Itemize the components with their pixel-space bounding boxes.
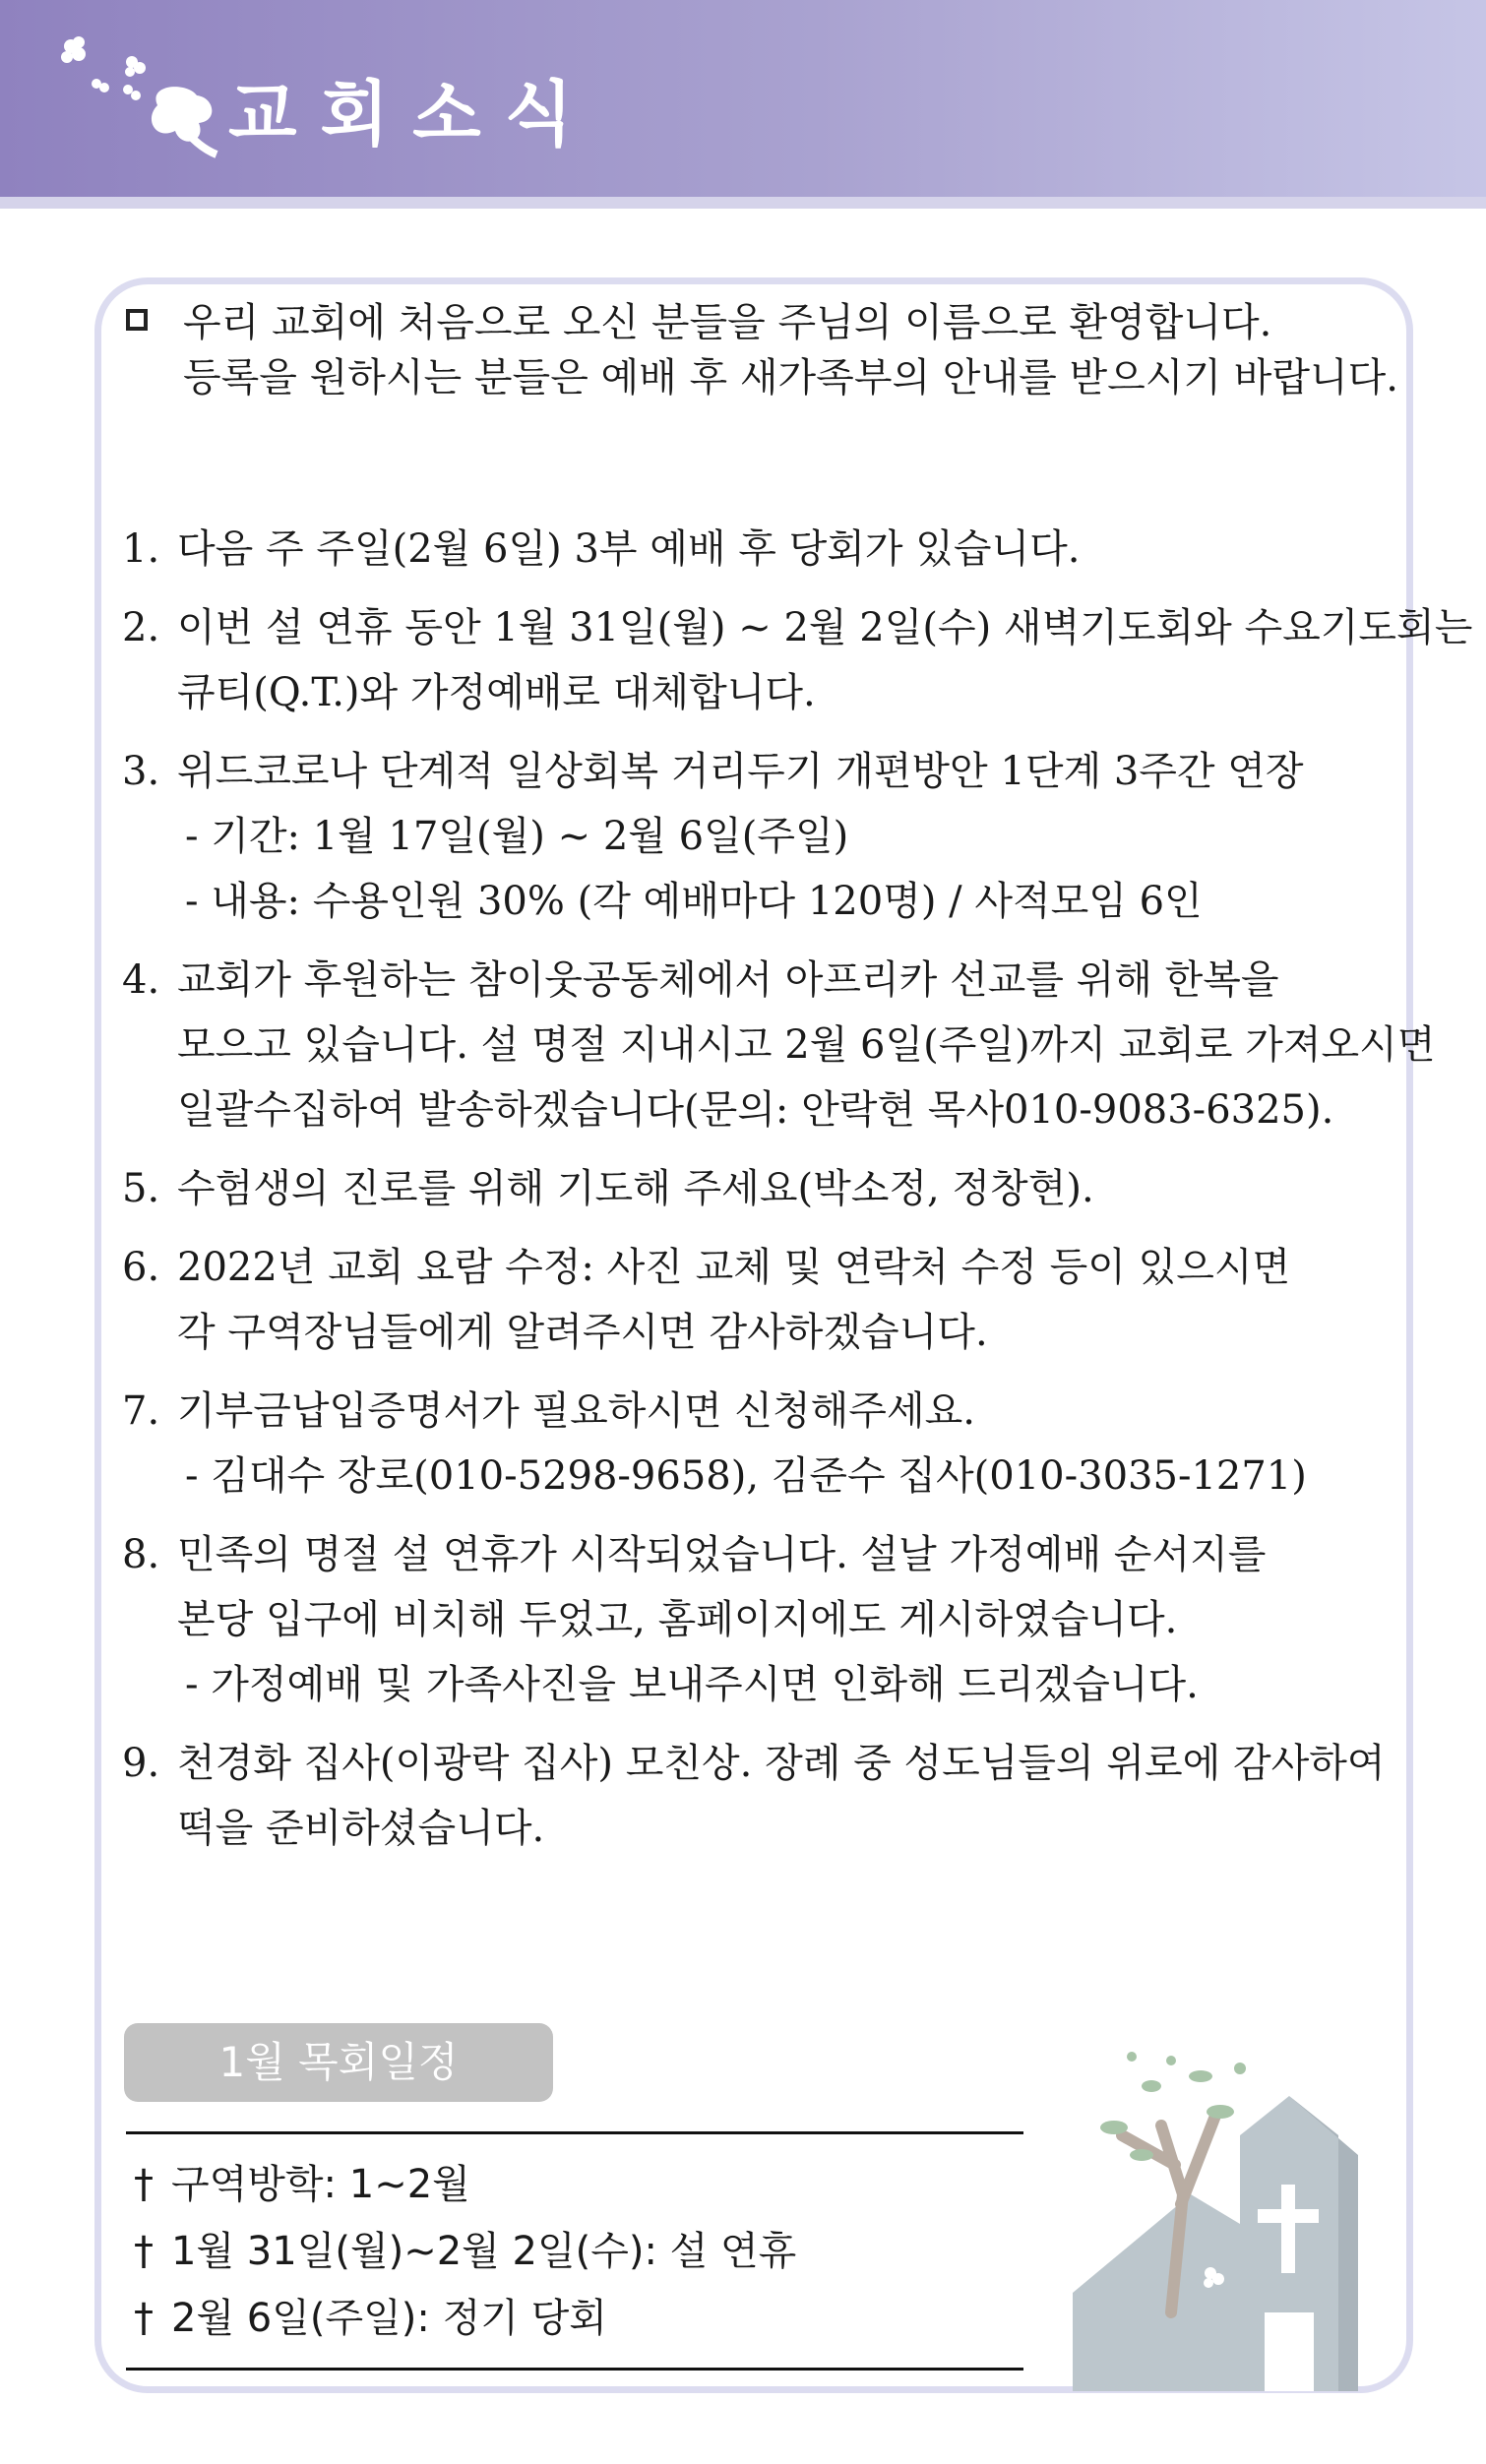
schedule-item	[134, 2218, 1020, 2285]
notice-number: 1.	[122, 526, 160, 572]
flower-cluster-icon	[49, 25, 236, 172]
notice-line: 수험생의 진로를 위해 기도해 주세요(박소정, 정창현).	[177, 1166, 1094, 1211]
notice-item	[122, 1379, 1411, 1509]
notice-line: 본당 입구에 비치해 두었고, 홈페이지에도 게시하였습니다.	[177, 1597, 1178, 1642]
notice-item	[122, 948, 1436, 1142]
notice-line: 민족의 명절 설 연휴가 시작되었습니다. 설날 가정예배 순서지를	[177, 1532, 1267, 1577]
welcome-message	[126, 295, 1405, 405]
notice-line: 다음 주 주일(2월 6일) 3부 예배 후 당회가 있습니다.	[177, 526, 1081, 572]
notice-number: 8.	[122, 1532, 160, 1577]
notice-line: 위드코로나 단계적 일상회복 거리두기 개편방안 1단계 3주간 연장	[177, 749, 1304, 794]
notice-number: 4.	[122, 957, 160, 1003]
divider	[126, 2368, 1023, 2371]
church-tree-illustration	[1053, 2017, 1397, 2391]
notice-item	[122, 1522, 1411, 1717]
cross-bullet-icon: †	[134, 2229, 154, 2274]
notice-number: 9.	[122, 1741, 160, 1786]
notice-line: 천경화 집사(이광락 집사) 모친상. 장례 중 성도님들의 위로에 감사하여	[177, 1741, 1386, 1786]
schedule-item-text: 2월 6일(주일): 정기 당회	[171, 2296, 607, 2341]
notice-item	[122, 1731, 1411, 1861]
notice-line: 떡을 준비하셨습니다.	[177, 1806, 545, 1851]
notice-number: 6.	[122, 1245, 160, 1290]
schedule-list	[134, 2151, 1020, 2352]
notice-sub-line: - 김대수 장로(010-5298-9658), 김준수 집사(010-3035-1271)	[185, 1453, 1307, 1499]
notice-number: 7.	[122, 1388, 160, 1434]
schedule-item-text: 구역방학: 1~2월	[171, 2162, 470, 2207]
notice-sub-line: - 가정예배 및 가족사진을 보내주시면 인화해 드리겠습니다.	[185, 1662, 1199, 1707]
notice-line: 이번 설 연휴 동안 1월 31일(월) ~ 2월 2일(수) 새벽기도회와 수요기도회는	[177, 605, 1473, 650]
notice-item	[122, 595, 1473, 725]
notice-line: 2022년 교회 요람 수정: 사진 교체 및 연락처 수정 등이 있으시면	[177, 1245, 1291, 1290]
notice-item	[122, 739, 1411, 934]
schedule-item-text: 1월 31일(월)~2월 2일(수): 설 연휴	[171, 2229, 797, 2274]
notice-list	[122, 517, 1473, 1875]
divider	[126, 2131, 1023, 2134]
checkbox-icon	[126, 309, 148, 331]
notice-line: 큐티(Q.T.)와 가정예배로 대체합니다.	[177, 670, 816, 715]
schedule-item	[134, 2285, 1020, 2352]
notice-line: 교회가 후원하는 참이웃공동체에서 아프리카 선교를 위해 한복을	[177, 957, 1279, 1003]
schedule-item	[134, 2151, 1020, 2218]
header-strip	[0, 197, 1486, 209]
notice-item	[122, 1156, 1411, 1221]
notice-line: 일괄수집하여 발송하겠습니다(문의: 안락현 목사010-9083-6325).	[177, 1087, 1334, 1133]
schedule-title: 1월 목회일정	[124, 2023, 553, 2102]
notice-line: 각 구역장님들에게 알려주시면 감사하겠습니다.	[177, 1310, 988, 1355]
notice-line: 기부금납입증명서가 필요하시면 신청해주세요.	[177, 1388, 975, 1434]
page-title: 교회소식	[228, 73, 597, 155]
notice-number: 3.	[122, 749, 160, 794]
notice-line: 모으고 있습니다. 설 명절 지내시고 2월 6일(주일)까지 교회로 가져오시면	[177, 1022, 1436, 1068]
notice-number: 2.	[122, 605, 160, 650]
welcome-line: 등록을 원하시는 분들은 예배 후 새가족부의 안내를 받으시기 바랍니다.	[183, 355, 1398, 400]
notice-item	[122, 517, 1411, 582]
welcome-line: 우리 교회에 처음으로 오신 분들을 주님의 이름으로 환영합니다.	[183, 300, 1272, 345]
cross-bullet-icon: †	[134, 2162, 154, 2207]
notice-item	[122, 1235, 1411, 1365]
notice-number: 5.	[122, 1166, 160, 1211]
notice-sub-line: - 기간: 1월 17일(월) ~ 2월 6일(주일)	[185, 814, 849, 859]
notice-sub-line: - 내용: 수용인원 30% (각 예배마다 120명) / 사적모임 6인	[185, 879, 1203, 924]
cross-bullet-icon: †	[134, 2296, 154, 2341]
